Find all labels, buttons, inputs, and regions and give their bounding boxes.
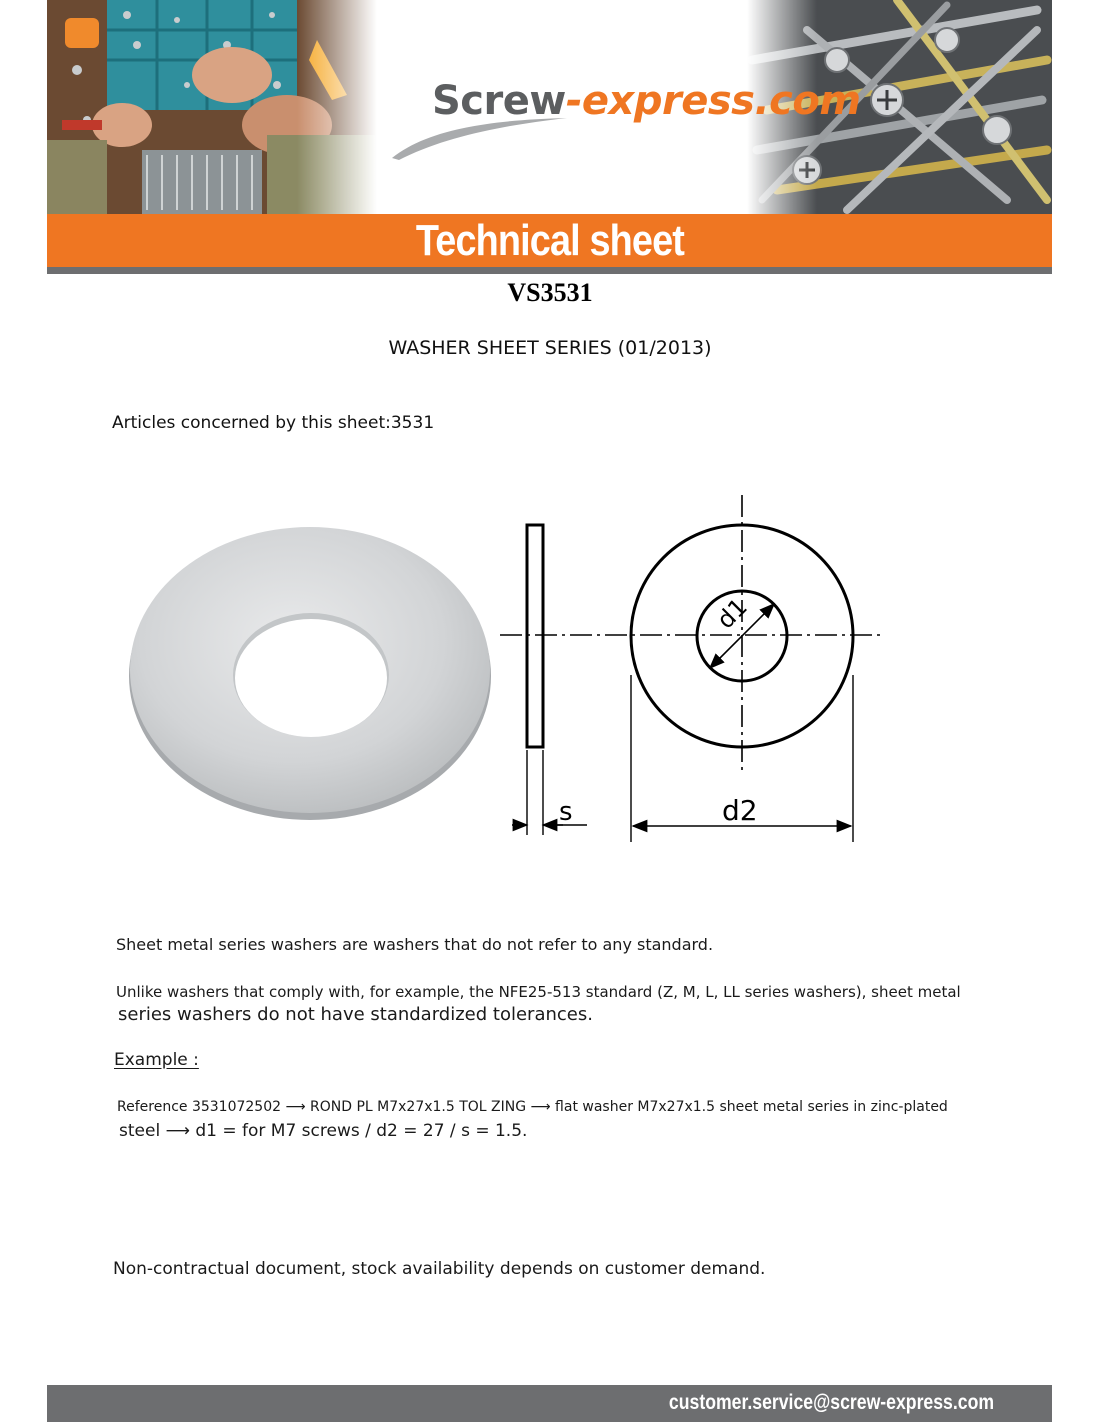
washer-hole (235, 619, 387, 737)
brand-logo (432, 78, 861, 124)
header-banner (47, 0, 1052, 214)
d1-label: d1 (711, 592, 753, 635)
support-email-link[interactable]: customer.service@screw-express.com (668, 1391, 994, 1414)
washer-photo (120, 510, 500, 834)
footer-bar (47, 1385, 1052, 1422)
sheet-title: Technical sheet (415, 215, 684, 265)
s-label: s (559, 797, 573, 827)
title-divider (47, 267, 1052, 274)
technical-drawing (495, 490, 895, 854)
brand-name-part2: -express.com (565, 78, 861, 124)
articles-line: Articles concerned by this sheet:3531 (112, 413, 435, 433)
series-title: WASHER SHEET SERIES (01/2013) (388, 337, 712, 359)
example-line-2: steel ⟶ d1 = for M7 screws / d2 = 27 / s = 1.5. (119, 1121, 528, 1141)
example-heading: Example : (114, 1050, 199, 1070)
description-paragraph-2-line-1: Unlike washers that comply with, for example, the NFE25-513 standard (Z, M, L, LL series washers), sheet metal (116, 983, 961, 1001)
washer-side-view (527, 525, 543, 747)
disclaimer: Non-contractual document, stock availability depends on customer demand. (113, 1259, 766, 1279)
brand-name-part1: Screw (432, 78, 566, 124)
d2-label: d2 (722, 794, 758, 827)
description-paragraph-2-line-2: series washers do not have standardized tolerances. (118, 1004, 593, 1025)
title-bar (47, 214, 1052, 267)
workshop-image (47, 0, 377, 214)
reference-code: VS3531 (507, 278, 593, 307)
description-paragraph-1: Sheet metal series washers are washers that do not refer to any standard. (116, 935, 714, 954)
example-line-1: Reference 3531072502 ⟶ ROND PL M7x27x1.5 TOL ZING ⟶ flat washer M7x27x1.5 sheet metal series in zinc-plated (117, 1099, 948, 1115)
logo-swoosh (392, 118, 567, 160)
